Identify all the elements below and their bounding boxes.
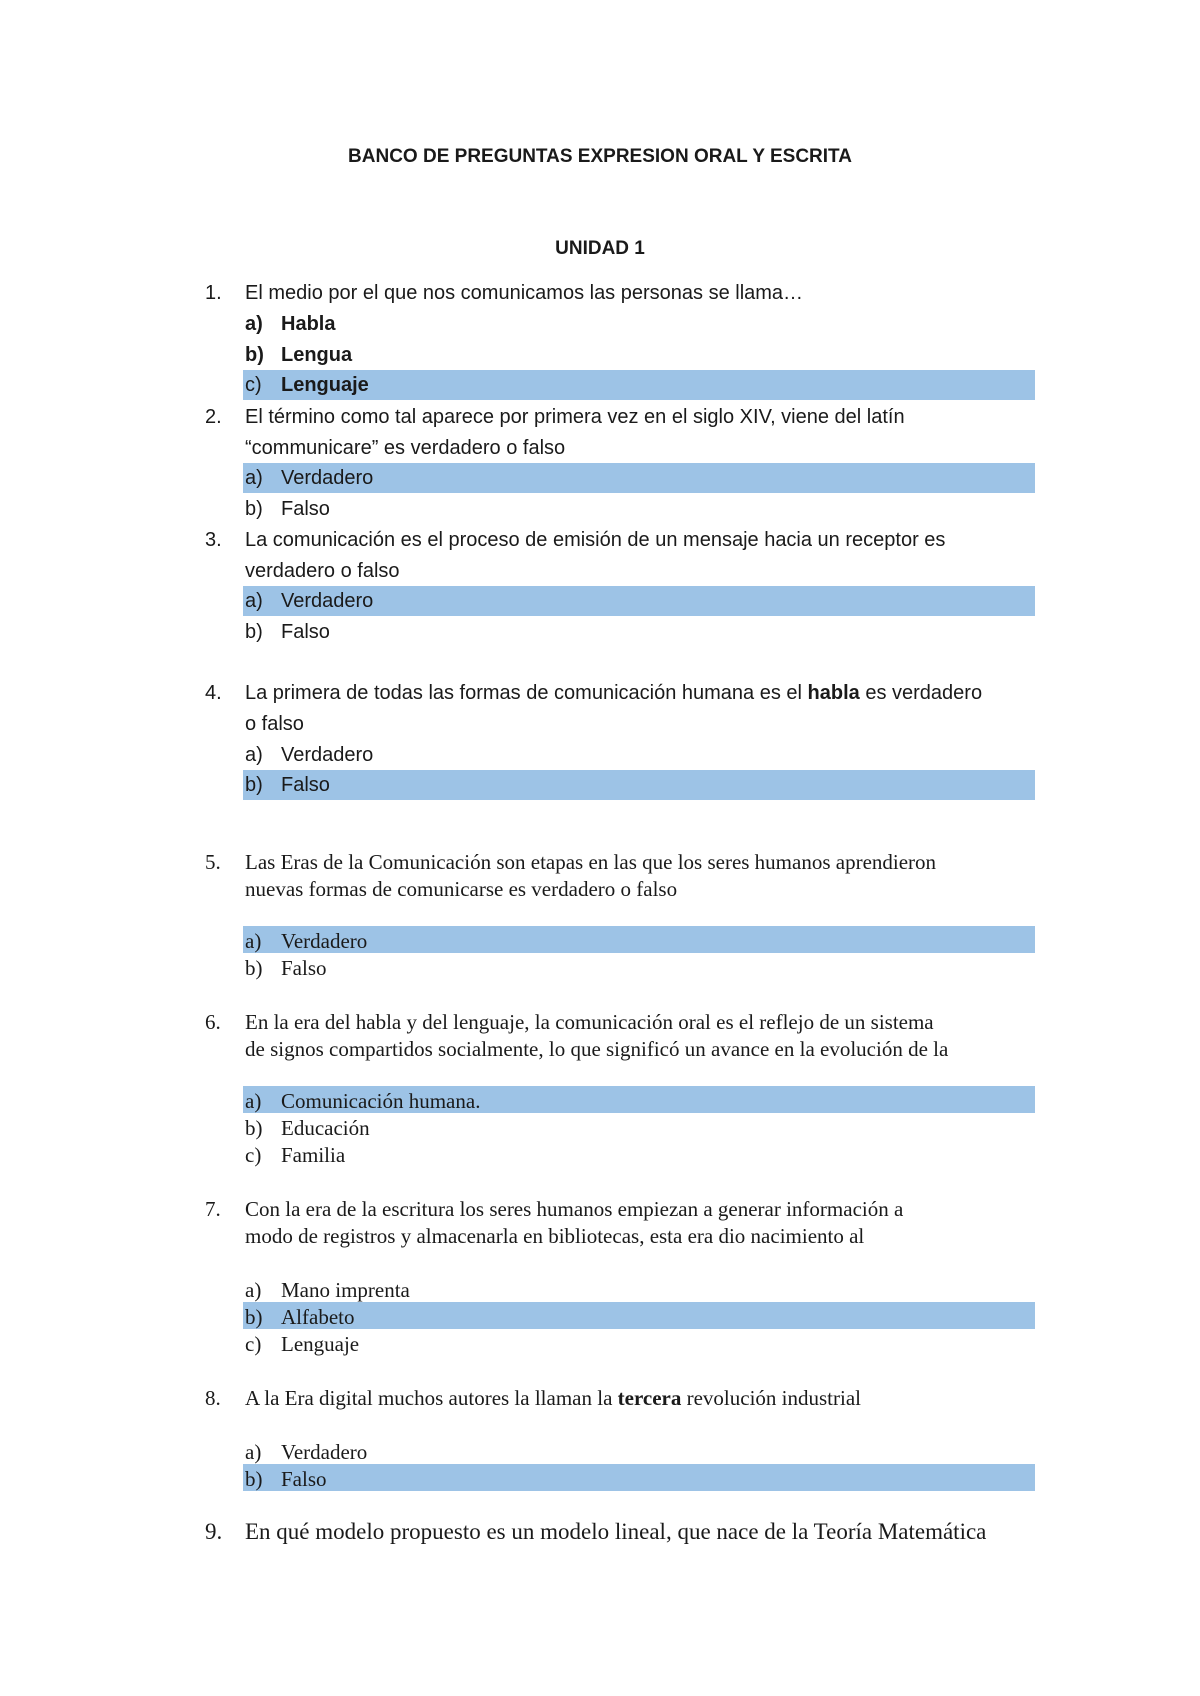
option-letter: b): [245, 1467, 263, 1491]
option-text: Verdadero: [281, 744, 374, 766]
option-text: Falso: [281, 498, 330, 520]
question-text: “communicare” es verdadero o falso: [245, 437, 566, 459]
option-text: Verdadero: [281, 929, 368, 953]
option-text: Falso: [281, 1467, 327, 1491]
option-text: Lenguaje: [281, 374, 369, 396]
option-letter: b): [245, 1305, 263, 1329]
option-text: Habla: [281, 313, 336, 335]
option-letter: c): [245, 1332, 262, 1356]
question-text-part: A la Era digital muchos autores la llaman la: [245, 1386, 618, 1410]
question-number: 3.: [205, 529, 222, 551]
option-text: Falso: [281, 621, 330, 643]
option-text: Falso: [281, 774, 330, 796]
question-text: [245, 682, 982, 705]
question-number: 5.: [205, 850, 221, 874]
option-letter: b): [245, 621, 263, 643]
option-letter: b): [245, 956, 263, 980]
option-letter: a): [245, 1278, 262, 1302]
option-text: Lengua: [281, 344, 353, 366]
question-text: modo de registros y almacenarla en bibliotecas, esta era dio nacimiento al: [245, 1224, 865, 1248]
option-letter: b): [245, 498, 263, 520]
question-text: [245, 1386, 861, 1411]
option-letter: c): [245, 374, 262, 396]
question-number: 9.: [205, 1519, 223, 1544]
question-text: o falso: [245, 713, 304, 735]
option-letter: a): [245, 590, 263, 612]
correct-answer-highlight: [243, 1302, 1035, 1329]
question-number: 1.: [205, 282, 222, 304]
emphasis-text: habla: [807, 682, 860, 704]
unit-heading: UNIDAD 1: [555, 238, 645, 259]
question-text: En qué modelo propuesto es un modelo lineal, que nace de la Teoría Matemática: [245, 1519, 987, 1544]
option-letter: b): [245, 1116, 263, 1140]
option-text: Verdadero: [281, 467, 374, 489]
question-number: 2.: [205, 406, 222, 428]
question-text: Las Eras de la Comunicación son etapas en las que los seres humanos aprendieron: [245, 850, 937, 874]
option-text: Lenguaje: [281, 1332, 360, 1356]
question-number: 8.: [205, 1386, 221, 1410]
question-number: 6.: [205, 1010, 221, 1034]
question-text-part: revolución industrial: [681, 1386, 861, 1410]
correct-answer-highlight: [243, 770, 1035, 800]
emphasis-text: tercera: [617, 1386, 682, 1410]
option-letter: b): [245, 344, 264, 366]
question-text-part: La primera de todas las formas de comunicación humana es el: [245, 682, 808, 704]
option-letter: a): [245, 1440, 262, 1464]
option-letter: a): [245, 467, 263, 489]
option-text: Verdadero: [281, 590, 374, 612]
document-title: BANCO DE PREGUNTAS EXPRESION ORAL Y ESCRITA: [348, 146, 852, 167]
option-text: Mano imprenta: [281, 1278, 410, 1302]
question-text: de signos compartidos socialmente, lo que significó un avance en la evolución de la: [245, 1037, 949, 1061]
question-text: El medio por el que nos comunicamos las personas se llama…: [245, 282, 804, 304]
option-letter: a): [245, 744, 263, 766]
option-letter: a): [245, 1089, 262, 1113]
question-number: 4.: [205, 682, 222, 704]
question-text: En la era del habla y del lenguaje, la comunicación oral es el reflejo de un sistema: [245, 1010, 934, 1034]
option-letter: a): [245, 313, 263, 335]
correct-answer-highlight: [243, 1464, 1035, 1491]
option-text: Verdadero: [281, 1440, 368, 1464]
question-text: El término como tal aparece por primera vez en el siglo XIV, viene del latín: [245, 406, 905, 428]
option-letter: b): [245, 774, 263, 796]
question-text: nuevas formas de comunicarse es verdadero o falso: [245, 877, 678, 901]
option-letter: a): [245, 929, 262, 953]
option-text: Alfabeto: [281, 1305, 355, 1329]
question-text: Con la era de la escritura los seres humanos empiezan a generar información a: [245, 1197, 904, 1221]
option-text: Falso: [281, 956, 327, 980]
option-text: Comunicación humana.: [281, 1089, 481, 1113]
question-number: 7.: [205, 1197, 221, 1221]
option-text: Familia: [281, 1143, 346, 1167]
question-text: La comunicación es el proceso de emisión de un mensaje hacia un receptor es: [245, 529, 946, 551]
option-letter: c): [245, 1143, 262, 1167]
question-text: verdadero o falso: [245, 560, 400, 582]
option-text: Educación: [281, 1116, 370, 1140]
question-text-part: es verdadero: [859, 682, 983, 704]
